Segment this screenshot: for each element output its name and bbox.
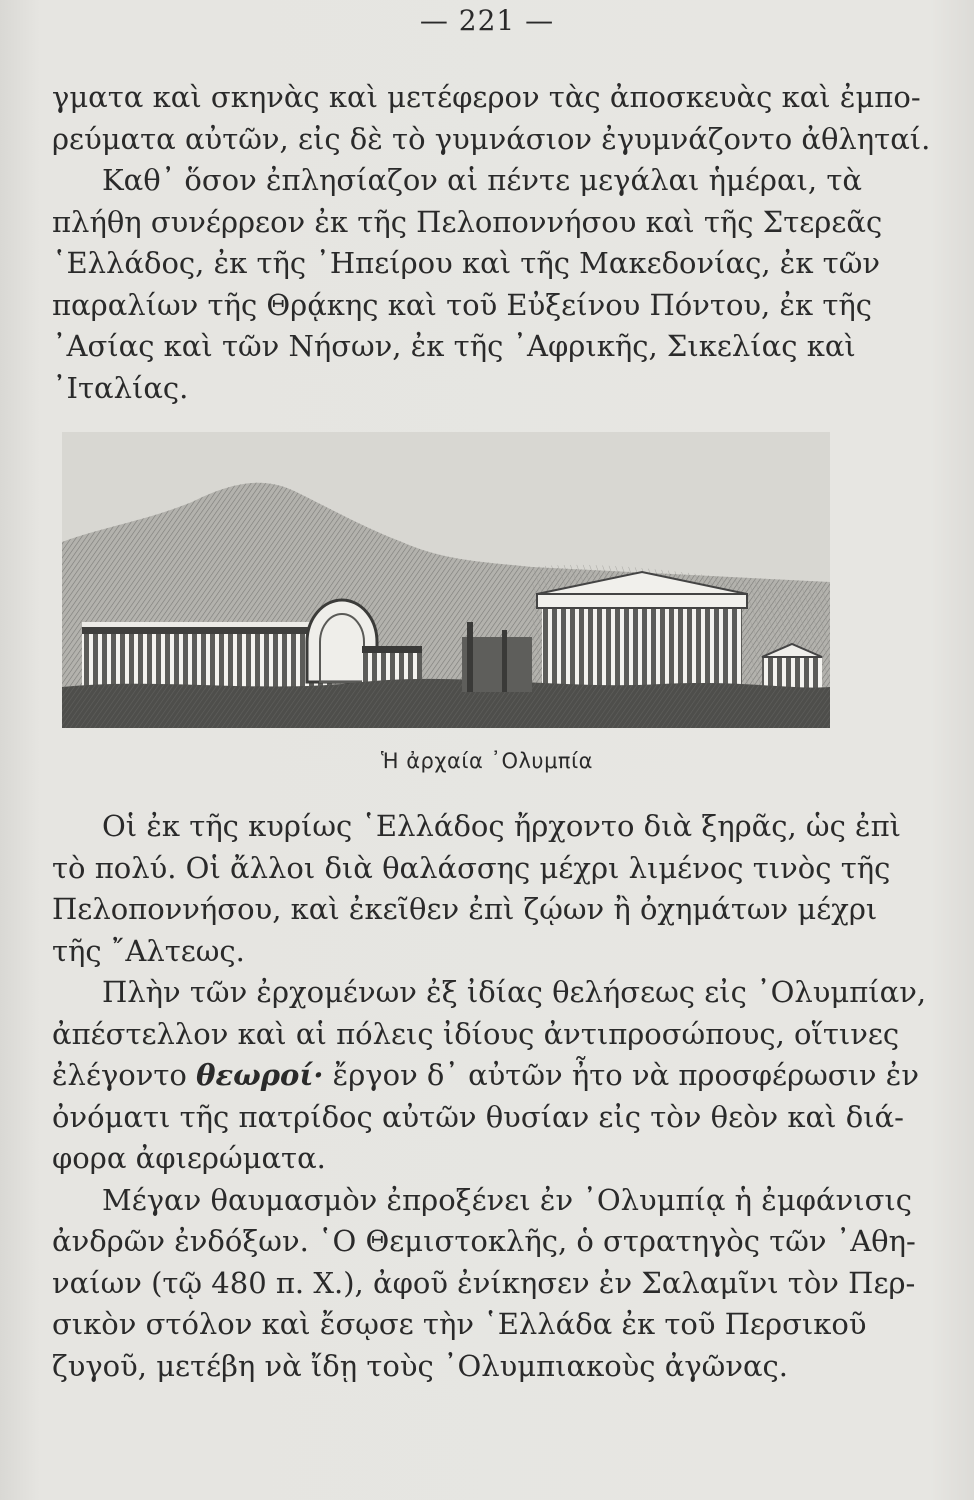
- text-line: Καθ᾽ ὅσον ἐπλησίαζον αἱ πέντε μεγάλαι ἡμέραι, τὰ: [102, 163, 862, 197]
- text-line: ᾽Ιταλίας.: [52, 370, 189, 405]
- text-line: ζυγοῦ, μετέβη νὰ ἴδῃ τοὺς ᾽Ολυμπιακοὺς ἀγῶνας.: [52, 1348, 789, 1383]
- engraving-ancient-olympia-icon: [62, 432, 830, 728]
- text-line: γματα καὶ σκηνὰς καὶ μετέφερον τὰς ἀποσκευὰς καὶ ἐμπο-: [52, 80, 921, 114]
- text-line: ἀνδρῶν ἐνδόξων. ῾Ο Θεμιστοκλῆς, ὁ στρατηγὸς τῶν ᾽Αθη-: [52, 1224, 916, 1258]
- text-line: ὀνόματι τῆς πατρίδος αὐτῶν θυσίαν εἰς τὸν θεὸν καὶ διά-: [52, 1099, 904, 1134]
- text-line: Πλὴν τῶν ἐρχομένων ἐξ ἰδίας θελήσεως εἰς ᾽Ολυμπίαν,: [102, 975, 927, 1009]
- text-line: πλήθη συνέρρεον ἐκ τῆς Πελοποννήσου καὶ τῆς Στερεᾶς: [52, 204, 883, 239]
- text-line: [52, 1055, 919, 1097]
- text-line: ναίων (τῷ 480 π. Χ.), ἀφοῦ ἐνίκησεν ἐν Σαλαμῖνι τὸν Περ-: [52, 1265, 916, 1300]
- text-line: Μέγαν θαυμασμὸν ἐπροξένει ἐν ᾽Ολυμπίᾳ ἡ ἐμφάνισις: [102, 1182, 912, 1217]
- text-line: ῾Ελλάδος, ἐκ τῆς ᾽Ηπείρου καὶ τῆς Μακεδονίας, ἐκ τῶν: [52, 246, 881, 280]
- text-line: φορα ἀφιερώματα.: [52, 1141, 326, 1175]
- text-line: παραλίων τῆς Θρᾴκης καὶ τοῦ Εὐξείνου Πόντου, ἐκ τῆς: [52, 287, 873, 322]
- text-line: τὸ πολύ. Οἱ ἄλλοι διὰ θαλάσσης μέχρι λιμένος τινὸς τῆς: [52, 850, 891, 885]
- page-number: — 221 —: [419, 4, 555, 37]
- text-block-bottom: [52, 806, 927, 1387]
- text-line: ᾽Ασίας καὶ τῶν Νήσων, ἐκ τῆς ᾽Αφρικῆς, Σικελίας καὶ: [52, 329, 856, 363]
- text-fragment: ἔργον δ᾽ αὐτῶν ἦτο νὰ προσφέρωσιν ἐν: [323, 1058, 919, 1092]
- text-fragment: ἐλέγοντο: [52, 1058, 197, 1092]
- term-theoroi: θεωροί·: [196, 1058, 324, 1092]
- text-block-top: [52, 77, 931, 409]
- text-line: Πελοποννήσου, καὶ ἐκεῖθεν ἐπὶ ζῴων ἢ ὀχημάτων μέχρι: [52, 892, 878, 926]
- text-line: ρεύματα αὐτῶν, εἰς δὲ τὸ γυμνάσιον ἐγυμνάζοντο ἀθληταί.: [52, 121, 931, 156]
- figure-caption: Ἡ ἀρχαία ᾿Ολυμπία: [380, 749, 594, 773]
- text-line: ἀπέστελλον καὶ αἱ πόλεις ἰδίους ἀντιπροσώπους, οἵτινες: [52, 1016, 900, 1051]
- text-line: τῆς ῎Αλτεως.: [52, 933, 245, 968]
- olympia-engraving: [62, 432, 830, 728]
- text-line: Οἱ ἐκ τῆς κυρίως ῾Ελλάδος ἤρχοντο διὰ ξηρᾶς, ὡς ἐπὶ: [102, 809, 902, 843]
- text-line: σικὸν στόλον καὶ ἔσῳσε τὴν ῾Ελλάδα ἐκ τοῦ Περσικοῦ: [52, 1307, 867, 1341]
